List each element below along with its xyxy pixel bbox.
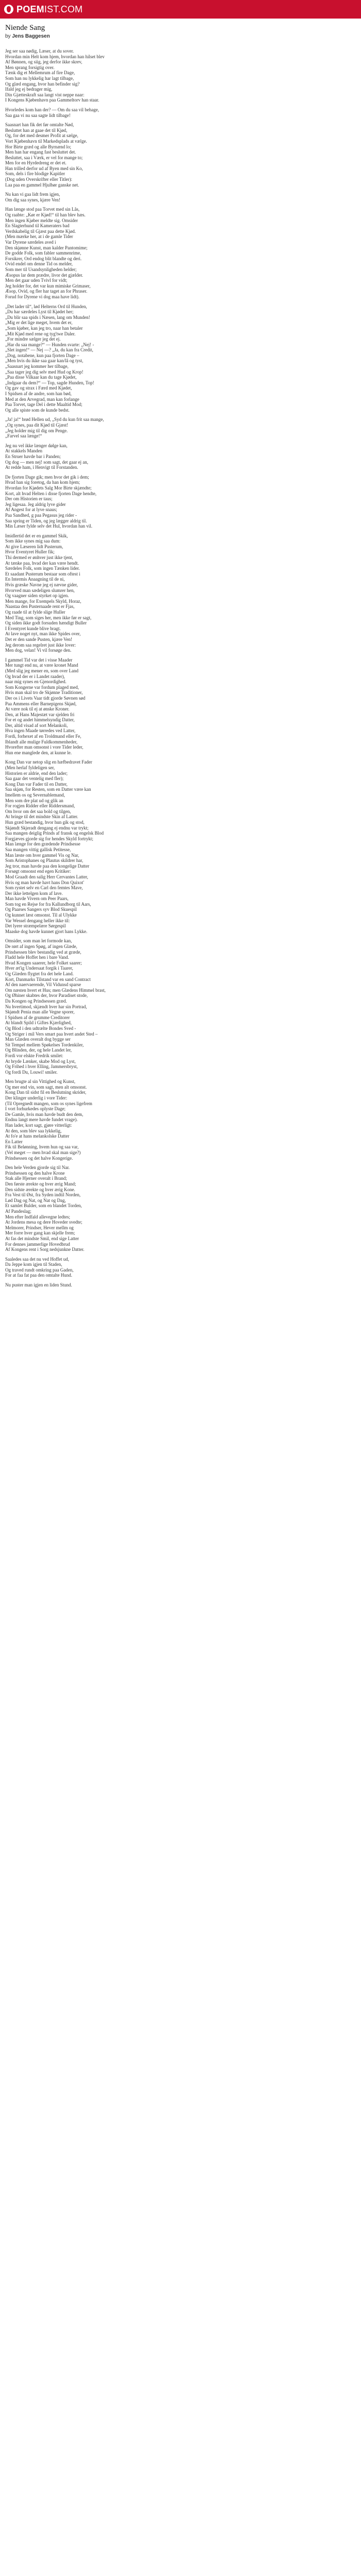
- poem-line: Og fordi Du, Louwi! smiler.: [5, 1069, 58, 1075]
- poem-line: Der om Historien er taus;: [5, 496, 53, 502]
- author-link[interactable]: Jens Baggesen: [12, 33, 50, 39]
- poem-line: (Men herlaf fyldeligen ser,: [5, 765, 55, 771]
- poem-line: Der klinger underlig i vore Tider:: [5, 1095, 68, 1101]
- poem-line: Et saadant Pusterum bestaar som oftest i: [5, 571, 80, 577]
- poem-line: Jeg ligesaa. Jeg aldrig lyve gider: [5, 501, 66, 507]
- poem-line: Vort Kjøbenhavn til Markedsplads at vælge.: [5, 138, 87, 144]
- poem-line: Og vaagner siden styrket op igjen.: [5, 593, 69, 599]
- poem-line: „Og synes, paa dit Kjød til Gjæst!: [5, 422, 69, 428]
- poem-line: Paa Torvet, tage Del i dette Maaltid Mod;: [5, 402, 83, 408]
- poem-line: Man længe for den grædende Prindsesse: [5, 841, 80, 847]
- poem-line: Endnu langt mere havde fundet vrage).: [5, 1117, 78, 1123]
- poem-line: At redde ham, i Henvigt til Forstanden.: [5, 465, 78, 470]
- poem-stanza: [5, 759, 356, 934]
- poem-line: Din Gjætteskraft saa langt vist neppe naar:: [5, 92, 85, 97]
- poem-line: Skjøndt Penia man alle Vegne sporer,: [5, 1009, 75, 1015]
- logo-mark-icon: [4, 5, 13, 14]
- poem-line: Saa gaar det ventelig med fler);: [5, 776, 64, 782]
- poem-line: Men ingen Kjøber meldte sig. Omsider: [5, 217, 78, 223]
- poem-line: „Mig er det lige meget, hvem det er,: [5, 320, 73, 326]
- poem-line: Men som dre plat ud og glik an: [5, 798, 63, 803]
- poem-line: At bryde Lænker, skabe Mod og Lyst,: [5, 1058, 76, 1064]
- poem-line: Hvordan min Helt kom hjem, hvordan han hilset blev: [5, 54, 105, 59]
- poem-line: At Jordens mesa og dere Hoveder svedte;: [5, 1219, 83, 1225]
- poem-line: Da Jeppe kom igjen til Staden,: [5, 1262, 62, 1267]
- poem-line: Med at den Arvegrad, man kan forlange: [5, 396, 79, 402]
- poem-stanza: [5, 657, 356, 756]
- poem-line: „Mit Kjød med rene og tyg'twe Daler.: [5, 331, 76, 336]
- poem-stanza: [5, 533, 356, 653]
- poem-line: Og kunnet læst omsonst. Til al Ulykke: [5, 912, 77, 918]
- poem-line: (Vel meget — men hvad skal man sige?): [5, 1150, 81, 1155]
- poem-stanza: [5, 417, 356, 438]
- poem-line: Æsop, Ovid, og fler har taget an for Phraser.: [5, 289, 88, 294]
- poem-line: Og raade til at fylde slige Huller: [5, 609, 65, 615]
- poem-line: Men brugte al sin Vittighed og Kunst,: [5, 1079, 76, 1084]
- poem-line: (Dog uden Overskrifter eller Titler):: [5, 177, 72, 182]
- poem-line: Og Paarses Sangers syv Blod Skuespil: [5, 907, 77, 912]
- poem-line: „Slet ingen!“ — Nej —? „Ja, du kan fra Credit,: [5, 347, 93, 353]
- poem-line: En Intermis Anaagning til de ni,: [5, 577, 65, 582]
- poem-line: Ovid endel om denne Tid os melder,: [5, 261, 73, 267]
- poem-line: Prindsessen og det halve Kongerige.: [5, 1155, 73, 1161]
- poem-line: „Paa disse Vilkaar kan du tage Kjødet,: [5, 375, 77, 380]
- poem-line: Som, dels i fire blodige Kapitler: [5, 171, 65, 177]
- poem-line: Man havde Vivern om Peer Paars,: [5, 896, 69, 902]
- poem-line: I Spidsen af de andre, som han bød,: [5, 391, 72, 397]
- poem-line: Hvorefter man omsonst i vore Tider leder,: [5, 744, 84, 750]
- poem-line: I gammel Tid var det i visse Maader: [5, 657, 73, 663]
- poem-line: De rørt af ingen Spøg, af ingen Glæde,: [5, 944, 77, 950]
- poem-line: I vort forhurkedes oplyste Dage;: [5, 1106, 65, 1112]
- poem-stanza: [5, 443, 356, 470]
- poem-line: „Indgaar du dem?“ — Top, sagde Hunden, Top!: [5, 380, 94, 385]
- poem-line: Det er den sande Pusten, kjære Ven!: [5, 636, 73, 642]
- poem-line: Hvad Kongen saaerer, hele Folket saarer;: [5, 960, 82, 965]
- site-logo[interactable]: [4, 4, 83, 15]
- poem-line: De Gamle, hvis man havde budt den dem,: [5, 1111, 84, 1117]
- poem-line: Jeg derom saa regelret just ikke lover:: [5, 642, 76, 648]
- poem-line: Hun græd bestandig, hvor hun gik og stod,: [5, 819, 85, 825]
- poem-line: At bringe til det mindste Skin af Latter.: [5, 814, 78, 820]
- poem-line: Thi dermed er ønhver just ikke tjent,: [5, 555, 73, 561]
- poem-line: Hvad han sig foretog, da han kom hjem;: [5, 480, 80, 485]
- poem-line: Med Ting, som siges her, men ikke før er sagt,: [5, 615, 92, 620]
- poem-line: Hvis man skal tro de Skjønne Traditioner,: [5, 690, 83, 696]
- poem-line: Jeg tror, man havde paa den kongelige Datter: [5, 863, 90, 869]
- poem-line: Nu puster man igjen en liden Stund.: [5, 1282, 72, 1288]
- poem-line: Stak alle Hjerner overalt i Brand;: [5, 1176, 67, 1181]
- poem-line: Hva ingen Maade tørredes ved Latter,: [5, 728, 76, 734]
- poem-line: Og alle spiste som de kunde bedst.: [5, 407, 70, 413]
- poem-line: Verdskabelig til Gjæst paa dette Kjød.: [5, 228, 76, 234]
- poem-line: Saa gaa vi nu saa sagte lidt tilbage!: [5, 112, 71, 118]
- poem-line: Lød Dag og Nat, og Nat og Dag,: [5, 1197, 66, 1203]
- poem-line: Som Kongerne var fordum plaged med,: [5, 684, 79, 690]
- poem-line: Naastaa den Pusternaade rent er Fjas,: [5, 604, 75, 609]
- poem-line: At tænke paa, hvad der kan være hendt.: [5, 560, 79, 566]
- poem-line: Og Blinden, der, og hele Landet ler,: [5, 1047, 72, 1053]
- poem-line: Og gav og strax i Færd med Kjødet,: [5, 385, 72, 391]
- poem-stanza: [5, 192, 356, 202]
- poem-line: Han lader, kort sagt, gjøre vitterligt:: [5, 1123, 72, 1128]
- poem-line: Og Striger i mil Vers smart paa hvert andet Sted –: [5, 1031, 98, 1037]
- poem-line: Maaske dog havde kunnet gjort hans Lykke.: [5, 928, 88, 934]
- poem-line: Forsøgt omsonst end egen Kritiker:: [5, 869, 71, 874]
- poem-line: Kong Dan var netop slig en hæfbedravet Fader: [5, 759, 92, 765]
- poem-line: Men det gaar uden Tvivl for vidt;: [5, 278, 68, 283]
- poem-line: Og siden ikke godt forsuden hændigt Buller: [5, 620, 87, 626]
- poem-line: Omsider, som man let formode kan,: [5, 938, 72, 944]
- poem-line: At den, som blev saa lykkelig,: [5, 1128, 62, 1133]
- poem-line: Jeg ser saa nødig, Læser, at du sover.: [5, 48, 74, 54]
- poem-line: Af Bønnen, og siig, jeg derfor ikke skrev,: [5, 59, 83, 65]
- poem-line: Den sidste ærekte og hver ærig Kone.: [5, 1187, 75, 1192]
- poem-line: Da Kongen og Prindsessen græd.: [5, 998, 67, 1004]
- poem-line: For et og andet himmelsyndig Datter,: [5, 717, 75, 723]
- poem-line: Af Pandeslag;: [5, 1208, 31, 1214]
- poem-line: Den skjønne Kunst, man kalder Pantomime;: [5, 245, 88, 250]
- poem-line: „Men hvis du ikke saa gaar kan/lå og tyst,: [5, 358, 84, 364]
- poem-line: For dennes jammerlige Hovedbrud: [5, 1241, 70, 1247]
- poem-line: Og hvad der er i Landet raader),: [5, 673, 65, 679]
- poem-line: Paa Sandhed, g paa Pegasus jeg rider -: [5, 512, 77, 518]
- poem-line: Hvor Eventyret Huller fik;: [5, 549, 55, 555]
- poem-line: Hver æt'ig Undersaat forgik i Taarer,: [5, 965, 73, 971]
- poem-line: Mod Graadt den salig Herr Cervantes Latter,: [5, 874, 88, 879]
- poem-line: At være nok til ej at ønske Kroner.: [5, 706, 70, 712]
- poem-line: „Saa tager jeg dig selv med Hud og Krop!: [5, 369, 84, 375]
- poem-line: „Du har særdeles Lyst til Kjødet her;: [5, 309, 74, 315]
- poem-line: Saasnart han fik det før omtalte Nød,: [5, 122, 74, 128]
- poem-line: „Saasnart jeg kommer her tilbage,: [5, 364, 69, 369]
- poem-line: Men han har engang fast besluttet det.: [5, 149, 76, 155]
- poem-line: Som han nu lykkelig har lagt tilbage,: [5, 75, 74, 81]
- poem-line: Hvis græske Navne jeg ej nævne gider,: [5, 582, 78, 588]
- poem-line: En Slagterhund til Kameraters bad: [5, 223, 70, 229]
- poem-line: „Jeg holder mig til dig om Penge.: [5, 428, 68, 433]
- poem-line: Man Glæden overalt dog bygge ser: [5, 1037, 71, 1042]
- poem-line: Tænk dig et Mellemrum af fire Dage,: [5, 70, 75, 76]
- poem-line: (Til Opregnedt mangen, som os synes ligefrem: [5, 1100, 92, 1106]
- poem-line: Og Blod i den udtrælte Bondes Sved -: [5, 1025, 76, 1031]
- poem-line: Som mer til Usandsynligheden helder;: [5, 266, 77, 272]
- poem-stanza: [5, 1079, 356, 1161]
- poem-line: For rogjen Ridder eller Riddersmand,: [5, 803, 75, 809]
- poem-stanza: [5, 474, 356, 529]
- poem-line: Besluttet, saa i Værk, er vel for mange to;: [5, 155, 83, 160]
- poem-stanza: [5, 107, 356, 118]
- poem-line: At fo'e at hans melankolske Datter: [5, 1133, 70, 1139]
- poem-line: Som rystet selv en Carl den femtes Mave,: [5, 885, 83, 891]
- poem-author: [5, 33, 356, 39]
- poem-stanza: [5, 1282, 356, 1288]
- poem-line: Kort, alt hvad Helten i disse fjorten Dage hendte,: [5, 490, 96, 496]
- poem-line: „Ja! ja!“ brød Hellen ud, „Syd du kun frit saa mange,: [5, 417, 104, 422]
- poem-stanza: [5, 938, 356, 1075]
- poem-line: Hvis og man havde havt hans Don Quixot': [5, 879, 84, 885]
- poem-line: Og Glæden flygtet fra det hele Land.: [5, 971, 74, 976]
- poem-line: „Du blir saa spids i Næsen, lang om Munden!: [5, 314, 90, 320]
- poem-line: Særdeles Folk, som ingen Tænken lider.: [5, 566, 80, 571]
- poem-line: „Dog, notabene, kun paa fjorten Dage –: [5, 352, 79, 358]
- poem-line: Og dog — men nej! som sagt, det gaar ej an,: [5, 459, 88, 465]
- poem-body: [5, 48, 356, 1288]
- poem-line: Der ikke lettelgen kom af lave.: [5, 890, 63, 896]
- poem-line: Og Øhiner skabtes der, hvor Paradiset stode,: [5, 993, 88, 998]
- poem-line: Fladd hele Hoffet hen i bare Vand.: [5, 955, 69, 960]
- author-prefix: by: [5, 33, 11, 39]
- poem-line: Men efter Indfald allevegne ledtes;: [5, 1214, 70, 1219]
- logo-text-left: POEM: [17, 4, 44, 14]
- site-header: [0, 0, 361, 19]
- poem-line: Der, altid visad af sort Melankoli,: [5, 722, 68, 728]
- poem-line: Forsikrer, Ord endog blit blandte og deri.: [5, 256, 82, 261]
- poem-content: [5, 22, 356, 1292]
- poem-line: Den hele Verden gjorde sig til Nar.: [5, 1165, 70, 1171]
- poem-line: Men for en Hyrdedreng er det et.: [5, 160, 67, 166]
- poem-line: Jeg nu vel ikke længer dølge kan,: [5, 443, 68, 448]
- poem-line: Fra Vest til Øst, fra Syden indtil Norden,: [5, 1192, 81, 1198]
- poem-line: Men dog, velan! Vi vil forsøge den.: [5, 648, 72, 653]
- poem-line: (Med slig jeg mener en, som over Land: [5, 668, 78, 673]
- poem-line: Skjøndt Skjeradt dengang ej endnu var trykt;: [5, 825, 89, 831]
- poem-line: Besluttet han at gaae det til Kjød,: [5, 127, 68, 133]
- poem-line: Om dig saa synes, kjære Ven!: [5, 197, 60, 202]
- poem-stanza: [5, 48, 356, 103]
- poem-line: Imidlertid det er en gammel Skik,: [5, 533, 68, 538]
- poem-line: „Som kjøber, kan jeg tro, naar han betaler: [5, 325, 83, 331]
- poem-line: Og, for det med desmer Profit at sælge,: [5, 133, 78, 139]
- poem-line: Om hvor om det saa bold og tilgen,: [5, 808, 71, 814]
- poem-line: Saaledes saa det nu ved Hoffet ud,: [5, 1256, 70, 1262]
- poem-line: Om næsten hvert et Hus; men Glædens Himmel brast,: [5, 987, 106, 993]
- poem-line: I Spidsen af de grumme Creditorer: [5, 1014, 70, 1020]
- poem-line: „Farvel saa længe!“: [5, 433, 42, 439]
- poem-line: Et samlet Bulder, som en blandet Torden,: [5, 1203, 82, 1209]
- poem-line: Forgjæves gjorde sig for hendes Skyld fortrykt;: [5, 836, 93, 841]
- poem-line: Han trilled derfor ud af Byen med sin Ko,: [5, 165, 83, 171]
- poem-line: naar mig synes en Gjenordighed.: [5, 679, 67, 685]
- poem-line: Prindsessen blev bestandig ved at græde,: [5, 949, 81, 955]
- poem-line: At fas det mindste Smil, end sige Latter: [5, 1235, 79, 1241]
- poem-line: Mer tungt end nu, at være kronet Mand: [5, 663, 78, 668]
- poem-stanza: [5, 1165, 356, 1252]
- poem-line: Som Aristophanes og Plautus skildrer har,: [5, 858, 84, 863]
- poem-line: Og Frihed i hver Elling, Jammersbryst,: [5, 1064, 78, 1070]
- poem-line: Var Dyrene særdeles aved i: [5, 240, 56, 245]
- poem-line: Hun ene manglede den, at kunne le.: [5, 750, 72, 755]
- poem-line: Nu hvertimod, skjændt hver har sin Portrad,: [5, 1004, 87, 1009]
- poem-line: Forud for Dyrene vi dog maa have lidt).: [5, 294, 79, 299]
- poem-line: Melmorer, Prindser, Hever mellm og: [5, 1225, 74, 1230]
- poem-title: Niende Sang: [5, 24, 45, 32]
- poem-line: Men mange, for Exempels Skyld, Horaz,: [5, 598, 81, 604]
- poem-line: Hvorved man sædeligen slumrer hen,: [5, 587, 75, 593]
- poem-line: Det lyere stræmpelære Sørgespil: [5, 923, 66, 929]
- poem-line: Var Wessel dengang heller ikke til:: [5, 918, 70, 923]
- poem-line: Jeg holder for, det var kun mimiske Grimaser,: [5, 283, 91, 289]
- poem-line: Som tog en Rejse for fra Kallundborg til Aars,: [5, 901, 91, 907]
- poem-stanza: [5, 1257, 356, 1278]
- poem-line: Hor Birte græd og alle Byrnænd lo;: [5, 144, 71, 149]
- poem-line: Og raabte: „Kør er Kjød!“ til han blev hæs.: [5, 212, 86, 218]
- poem-line: Fik til Belønning, hvem hun og saa var,: [5, 1144, 79, 1150]
- poem-line: Kort, Danmarks Tilstand var en sand Contract: [5, 976, 91, 982]
- poem-line: Ifald jeg ej bedrager mig,: [5, 87, 53, 92]
- poem-line: Fordi, forhexet af en Troldmand eller Fe,: [5, 734, 81, 739]
- poem-line: Saa mangen deiglig Prinds af fransk og engelsk Blod: [5, 831, 104, 836]
- poem-line: Man læste om hver gammel Vis og Nar,: [5, 852, 79, 858]
- poem-line: Laa paa en gammel Hjulbør ganske net.: [5, 182, 79, 188]
- poem-line: Historien er aldrie, end den lader;: [5, 770, 68, 776]
- poem-line: Den, at Hans Majestæt var sjelden fri: [5, 711, 75, 717]
- poem-line: Kong Dan til sidst fil en Beslutning skrider,: [5, 1090, 87, 1095]
- poem-line: Hvorledes kom han der? — Om du saa vil behage,: [5, 107, 99, 112]
- poem-line: Æsopus lar dem prædre, livor det gjælder.: [5, 272, 83, 278]
- poem-line: Kong Dan var Fader til en Datter,: [5, 781, 68, 787]
- poem-line: Og traved rundt omkring paa Gaden,: [5, 1267, 74, 1273]
- poem-stanza: [5, 207, 356, 299]
- poem-line: En Latter: [5, 1139, 23, 1144]
- poem-line: Saa mangen vittig gallisk Petitesse,: [5, 846, 71, 852]
- poem-line: Fordi vor elskte Fredrik smilet:: [5, 1053, 63, 1058]
- poem-line: I Eventyret kunde blive bragt.: [5, 625, 61, 631]
- poem-line: Mer forre hver gang kan skjelle frem;: [5, 1230, 75, 1236]
- poem-stanza: [5, 122, 356, 188]
- poem-line: At give Læseren lidt Pusterum,: [5, 544, 63, 549]
- poem-line: Prindsessen og den halve Krone: [5, 1170, 65, 1176]
- poem-line: Imellem os og Severnablemand,: [5, 792, 65, 798]
- poem-line: For at faa fat paa den omtalte Hund.: [5, 1273, 72, 1278]
- poem-line: Iblandt alle mulige Fuldkommenheder,: [5, 739, 78, 744]
- poem-line: Paa Ammens eller Barnepigens Skjød,: [5, 701, 77, 706]
- poem-line: Af Angest for at lyve snaus;: [5, 507, 57, 513]
- poem-line: At blandt Spild i Giftes Kjærlighed,: [5, 1020, 72, 1026]
- poem-line: „For mindre sælger jeg det ej.: [5, 336, 61, 342]
- poem-line: Af Kongens rent i Sorg nedsjunkne Datter.: [5, 1247, 85, 1252]
- poem-line: Han længe stod paa Torvet med sin Lås,: [5, 207, 80, 212]
- poem-line: „Har du saa mange?“ — Hunden svarte: „Nej! -: [5, 342, 94, 347]
- poem-line: Der os i Livets Vaar tidt gjorde Søvnen sød: [5, 695, 86, 701]
- poem-line: Og glæd engang, hvor han befinder sig?: [5, 81, 80, 87]
- poem-line: Af den naervaerende, Vil Vidunsd sparse: [5, 982, 81, 988]
- poem-line: Den første ærekte og hver ærig Mand;: [5, 1181, 76, 1187]
- poem-line: Hvordan for Kjødets Salg Mor Birte skjændte;: [5, 485, 92, 490]
- poem-line: Nu kan vi gaa lidt frem igjen,: [5, 192, 60, 197]
- poem-line: Saa spring er Tiden, og jeg lægger aldrig til.: [5, 518, 87, 523]
- logo-text-right: IST.COM: [44, 4, 83, 14]
- poem-stanza: [5, 304, 356, 413]
- poem-line: Sit Tempel mellem Spøkelses Tordenkiler,: [5, 1042, 84, 1047]
- poem-line: I Kongens Kjøbenhavn paa Gammeltorv han staar.: [5, 97, 100, 103]
- poem-line: „Det lader til“, lød Helterns Ord til Hunden,: [5, 303, 87, 309]
- poem-line: At stakkels Manden: [5, 448, 42, 454]
- poem-line: De godde Folk, som fabler sammenrime,: [5, 250, 81, 256]
- poem-line: Min Læser fylde selv det Hul, hvordan han vil.: [5, 523, 92, 529]
- poem-line: Saa skjøn, for Resten, som en Datter være kan: [5, 787, 91, 792]
- poem-line: Og mer end vin, som sagt, men alt omsonst.: [5, 1084, 87, 1090]
- poem-line: De fjorten Dage gik; men hvor det gik i dem;: [5, 474, 89, 480]
- poem-line: Som ikke synes mig saa dum:: [5, 538, 61, 544]
- poem-line: Men sprang forsigtig over.: [5, 64, 55, 70]
- poem-line: (Men mærke her, at i de gamle Tider: [5, 234, 73, 240]
- poem-line: En Struer havde bar i Panden;: [5, 453, 61, 459]
- poem-line: At lave noget nyt, man ikke Spides over,: [5, 631, 81, 637]
